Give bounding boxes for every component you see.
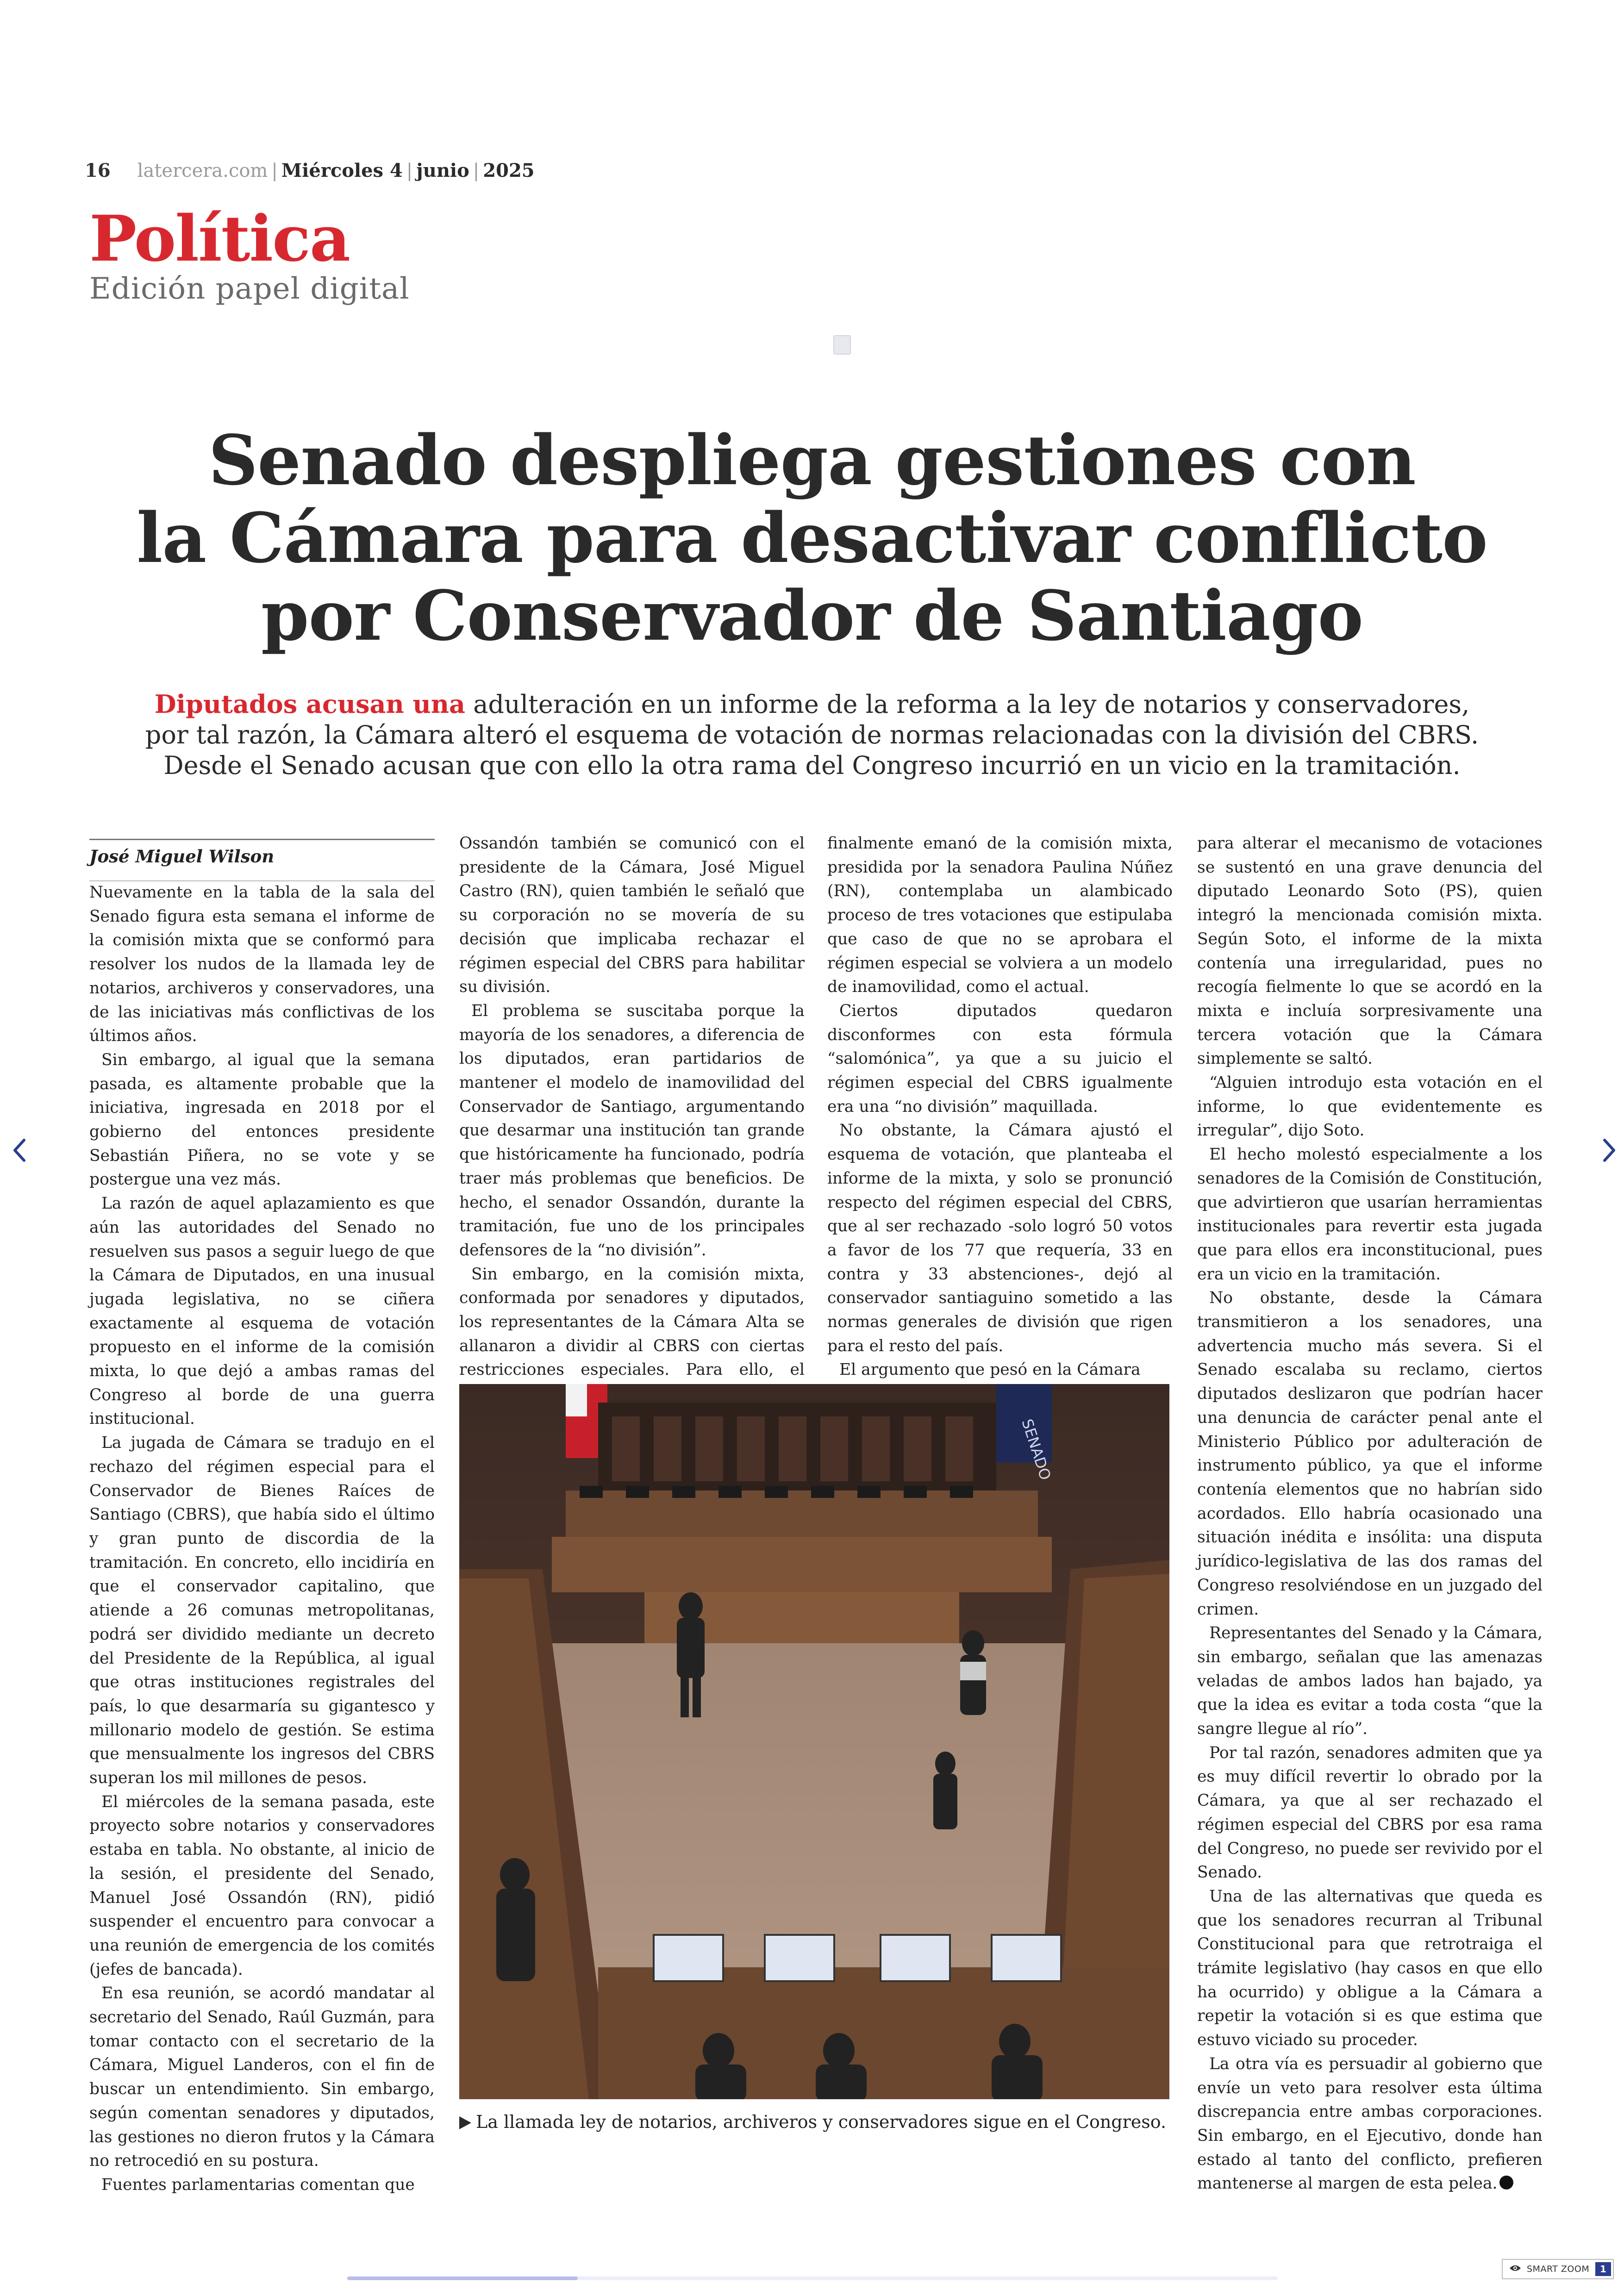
deck-text: Desde el Senado acusan que con ello la otra rama del Congreso incurrió en un vicio en la tramitación. xyxy=(163,751,1461,780)
paragraph xyxy=(1197,2052,1543,2196)
next-page-button[interactable] xyxy=(1595,1132,1623,1169)
paragraph: No obstante, la Cámara ajustó el esquema de votación, que planteaba el informe de la mixta, y solo se pronunció respecto del régimen especial del CBRS, que al ser rechazado -solo logró 50 votos a favor de los 77 que requería, 33 en contra y 33 abstenciones-, dejó al conservador santiaguino sometido a las normas generales de división que rigen para el resto del país. xyxy=(827,1121,1173,1355)
paragraph: El hecho molestó especialmente a los senadores de la Comisión de Constitución, que advirtieron que usarían herramientas institucionales para revertir esta jugada que para ellos era inconstitucional, pues era un vicio en la tramitación. xyxy=(1197,1145,1543,1284)
smart-zoom-label: SMART ZOOM xyxy=(1527,2264,1590,2274)
headline-line: Senado despliega gestiones con xyxy=(208,420,1416,500)
site-name: latercera.com xyxy=(137,160,268,181)
paragraph: Ossandón también se comunicó con el presidente de la Cámara, José Miguel Castro (RN), quien también le señaló que su corporación no se movería de su decisión que implicaba rechazar el régimen especial del CBRS para habilitar su división. xyxy=(459,834,805,997)
paragraph: El miércoles de la semana pasada, este proyecto sobre notarios y conservadores estaba en tabla. No obstante, al inicio de la sesión, el presidente del Senado, Manuel José Ossandón (RN), pidió suspender el encuentro para convocar a una reunión de emergencia de los comités (jefes de bancada). xyxy=(89,1792,435,1979)
article-column-2 xyxy=(459,832,805,1406)
paragraph: Fuentes parlamentarias comentan que xyxy=(101,2175,415,2194)
headline xyxy=(93,421,1531,655)
photo-flag-text: SENADO xyxy=(1018,1416,1055,1482)
bookmark-icon[interactable] xyxy=(833,335,851,355)
deck-text: por tal razón, la Cámara alteró el esquema de votación de normas relacionadas con la división del CBRS. xyxy=(145,720,1479,749)
paragraph: para alterar el mecanismo de votaciones se sustentó en una grave denuncia del diputado Leonardo Soto (PS), quien integró la mencionada comisión mixta. Según Soto, el informe de la mixta contenía una irregularidad, pues no recogía fielmente lo que se acordó en la mixta e incluía sorpresivamente una tercera votación que la Cámara simplemente se saltó. xyxy=(1197,834,1543,1068)
paragraph: Sin embargo, al igual que la semana pasada, es altamente probable que la iniciativa, ingresada en 2018 por el gobierno del entonces presidente Sebastián Piñera, no se vote y se postergue una vez más. xyxy=(89,1050,435,1189)
deck-text: adulteración en un informe de la reforma a la ley de notarios y conservadores, xyxy=(465,690,1470,719)
headline-line: por Conservador de Santiago xyxy=(261,575,1363,656)
eye-icon xyxy=(1509,2264,1521,2274)
headline-line: la Cámara para desactivar conflicto xyxy=(137,498,1487,578)
photo-caption xyxy=(459,2112,1200,2132)
issue-year: 2025 xyxy=(483,160,535,181)
senate-chamber-photo xyxy=(459,1384,1169,2099)
issue-month: junio xyxy=(416,160,469,181)
end-mark-icon xyxy=(1499,2176,1513,2189)
byline-rule xyxy=(89,839,435,840)
previous-page-button[interactable] xyxy=(6,1132,33,1169)
paragraph: Por tal razón, senadores admiten que ya es muy difícil revertir lo obrado por la Cámara, ya que al ser rechazado el régimen especial del CBRS por esa rama del Congreso, no puede ser revivido por el Senado. xyxy=(1197,1743,1543,1882)
page-header: 16 latercera.com | Miércoles 4 | junio | 2025 xyxy=(85,160,535,181)
paragraph: finalmente emanó de la comisión mixta, presidida por la senadora Paulina Núñez (RN), contemplaba un alambicado proceso de tres votaciones que estipulaba que caso de que no se aprobara el régimen especial se volviera a un modelo de inamovilidad, como el actual. xyxy=(827,834,1173,997)
edition-subtitle: Edición papel digital xyxy=(89,272,410,306)
paragraph: La jugada de Cámara se tradujo en el rechazo del régimen especial para el Conservador de Bienes Raíces de Santiago (CBRS), que había sido el último y gran punto de discordia de la tramitación. En concreto, ello incidiría en que el conservador capitalino, que atiende a 26 comunas metropolitanas, podrá ser dividido mediante un decreto del Presidente de la República, al igual que otras instituciones registrales del país, lo que desarmaría su gigantesco y millonario modelo de gestión. Se estima que mensualmente los ingresos del CBRS superan los mil millones de pesos. xyxy=(89,1434,435,1788)
paragraph-text: La otra vía es persuadir al gobierno que envíe un veto para resolver esta última discrepancia entre ambas corporaciones. Sin embargo, en el Ejecutivo, donde han estado al tanto del conflicto, prefieren mantenerse al margen de esta pelea. xyxy=(1197,2054,1543,2193)
paragraph: Ciertos diputados quedaron disconformes con esta fórmula “salomónica”, ya que a su juicio el régimen especial del CBRS igualmente era una “no división” maquillada. xyxy=(827,1001,1173,1116)
smart-zoom-control[interactable] xyxy=(1502,2259,1614,2279)
section-title: Política xyxy=(89,202,350,276)
byline: José Miguel Wilson xyxy=(89,842,435,881)
issue-day: Miércoles 4 xyxy=(281,160,403,181)
deck-lead: Diputados acusan una xyxy=(154,689,466,719)
paragraph: No obstante, desde la Cámara transmitieron a los senadores, una advertencia mucho más severa. Si el Senado escalaba su reclamo, ciertos diputados deslizaron que podrían hacer una denuncia de carácter penal ante el Ministerio Público por adulteración de instrumento público, ya que el informe contenía elementos que no habrían sido acordados. Ello habría ocasionado una situación inédita e insólita: una disputa jurídico-legislativa de las dos ramas del Congreso resolviéndose en un juzgado del crimen. xyxy=(1197,1289,1543,1619)
article-column-3 xyxy=(827,832,1173,1382)
page-scrollbar[interactable] xyxy=(347,2276,1278,2280)
paragraph: La razón de aquel aplazamiento es que aún las autoridades del Senado no resuelven sus pasos a seguir luego de que la Cámara de Diputados, en una inusual jugada legislativa, no se ciñera exactamente al esquema de votación propuesto en el informe de la comisión mixta, lo que dejó a ambas ramas del Congreso al borde de una guerra institucional. xyxy=(89,1194,435,1428)
chevron-left-icon xyxy=(10,1136,29,1164)
scrollbar-thumb[interactable] xyxy=(347,2276,578,2280)
page-indicator[interactable]: 1 xyxy=(1595,2262,1611,2276)
paragraph: Una de las alternativas que queda es que los senadores recurran al Tribunal Constitucional para que retrotraiga el trámite legislativo (hay casos en que ello ha ocurrido) y obligue a la Cámara a repetir la votación si es que estima que estuvo viciado su proceder. xyxy=(1197,1887,1543,2050)
paragraph: Representantes del Senado y la Cámara, sin embargo, señalan que las amenazas veladas de ambos lados han bajado, ya que la idea es evitar a toda costa “que la sangre llegue al río”. xyxy=(1197,1624,1543,1739)
article-column-1 xyxy=(89,881,435,2197)
paragraph: El argumento que pesó en la Cámara xyxy=(839,1360,1141,1379)
article-column-4 xyxy=(1197,832,1543,2196)
paragraph: El problema se suscitaba porque la mayoría de los senadores, a diferencia de los diputados, eran partidarios de mantener el modelo de inamovilidad del Conservador de Santiago, argumentando que desarmar una institución tan grande que históricamente ha funcionado, podría traer más problemas que beneficios. De hecho, el senador Ossandón, durante la tramitación, fue uno de los principales defensores de la “no división”. xyxy=(459,1001,805,1260)
page-number: 16 xyxy=(85,160,111,181)
paragraph: Sin embargo, en la comisión mixta, conformada por senadores y diputados, los representantes de la Cámara Alta se allanaron a dividir al CBRS con ciertas restricciones especiales. Para ello, el xyxy=(459,1265,805,1379)
paragraph: Nuevamente en la tabla de la sala del Senado figura esta semana el informe de la comisión mixta que se conformó para resolver los nudos de la llamada ley de notarios, archiveros y conservadores, una de las iniciativas más conflictivas de los últimos años. xyxy=(89,883,435,1046)
deck xyxy=(93,689,1531,781)
chevron-right-icon xyxy=(1600,1136,1618,1164)
photo-caption-text: La llamada ley de notarios, archiveros y conservadores sigue en el Congreso. xyxy=(476,2112,1167,2132)
caption-arrow-icon xyxy=(459,2116,471,2129)
paragraph: En esa reunión, se acordó mandatar al secretario del Senado, Raúl Guzmán, para tomar contacto con el secretario de la Cámara, Miguel Landeros, con el fin de buscar un entendimiento. Sin embargo, según comentan senadores y diputados, las gestiones no dieron frutos y la Cámara no retrocedió en su postura. xyxy=(89,1984,435,2170)
paragraph: “Alguien introdujo esta votación en el informe, lo que evidentemente es irregular”, dijo Soto. xyxy=(1197,1073,1543,1140)
